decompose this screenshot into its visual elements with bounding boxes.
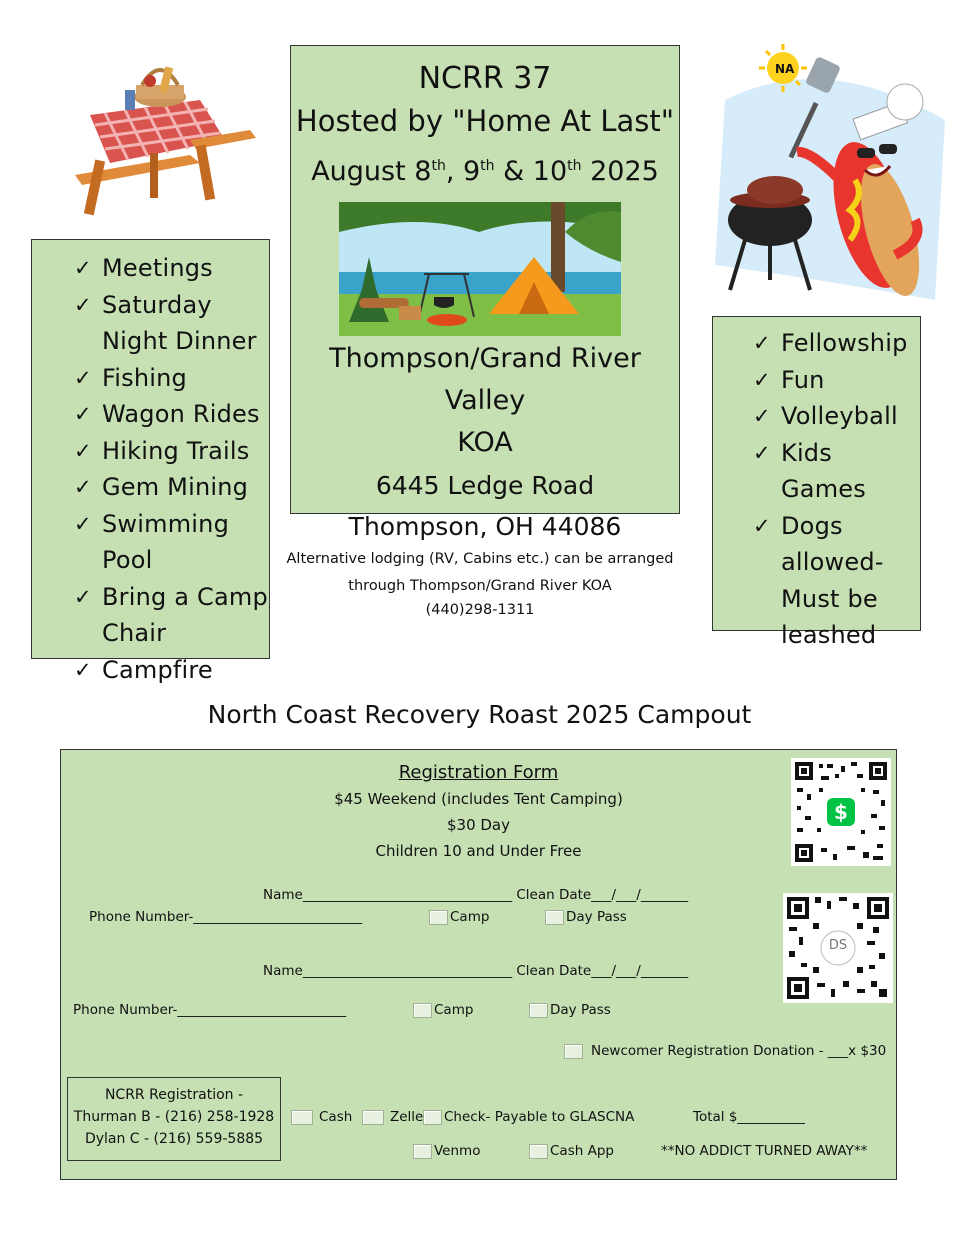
venmo-checkbox[interactable]	[413, 1144, 432, 1159]
checkmark-icon: ✓	[753, 513, 771, 538]
activity-right-item	[753, 398, 920, 435]
contact-thurman: Thurman B - (216) 258-1928	[73, 1109, 275, 1125]
name-line-1[interactable]: Name_______________________________ Clean Date___/___/_______	[263, 887, 689, 903]
payment-venmo[interactable]: Venmo	[413, 1143, 480, 1159]
activity-left-label: Campfire	[102, 655, 213, 684]
activity-right-label: Kids Games	[781, 438, 866, 503]
payment-check[interactable]: Check- Payable to GLASCNA	[423, 1109, 634, 1125]
venue-address1: 6445 Ledge Road	[375, 471, 595, 500]
payment-cashapp[interactable]: Cash App	[529, 1143, 614, 1159]
phone-line-1[interactable]: Phone Number-_________________________	[89, 909, 363, 925]
hotdog-grill-illustration	[705, 40, 955, 315]
activity-right-item	[753, 508, 920, 654]
event-host: Hosted by "Home At Last"	[295, 104, 675, 138]
activity-left-label: Bring a Camp Chair	[102, 582, 268, 647]
checkmark-icon: ✓	[74, 292, 92, 317]
checkmark-icon: ✓	[74, 438, 92, 463]
checkmark-icon: ✓	[74, 657, 92, 682]
camp-option-1[interactable]: Camp	[429, 909, 489, 925]
venue-name-line2: KOA	[457, 427, 513, 458]
activity-left-item	[74, 287, 269, 360]
activity-left-item	[74, 579, 269, 652]
activity-right-label: Volleyball	[781, 402, 898, 430]
activity-left-item	[74, 652, 269, 689]
price-weekend: $45 Weekend (includes Tent Camping)	[334, 790, 623, 808]
checkmark-icon: ✓	[74, 256, 92, 280]
newcomer-donation[interactable]: Newcomer Registration Donation - ___x $30	[564, 1043, 886, 1059]
activity-left-label: Wagon Rides	[102, 400, 260, 428]
checkmark-icon: ✓	[753, 440, 771, 465]
activity-left-item	[74, 433, 269, 470]
check-checkbox[interactable]	[423, 1110, 442, 1125]
form-title: Registration Form	[398, 762, 559, 783]
daypass-option-1[interactable]: Day Pass	[545, 909, 627, 925]
activity-left-item	[74, 396, 269, 433]
contact-title: NCRR Registration -	[104, 1087, 244, 1103]
cashapp-qr-code[interactable]	[791, 758, 891, 866]
daypass-checkbox-2[interactable]	[529, 1003, 548, 1018]
picnic-table-illustration	[50, 45, 260, 225]
registration-contact-box	[67, 1077, 281, 1161]
cashapp-checkbox[interactable]	[529, 1144, 548, 1159]
event-header-panel	[290, 45, 680, 541]
activity-left-item	[74, 250, 269, 287]
activities-panel-right	[712, 316, 921, 649]
activity-right-label: Dogs allowed- Must be leashed	[781, 511, 884, 649]
activity-left-label: Meetings	[102, 254, 213, 282]
activity-left-label: Saturday Night Dinner	[102, 290, 257, 355]
daypass-checkbox-1[interactable]	[545, 910, 564, 925]
contact-dylan: Dylan C - (216) 559-5885	[84, 1131, 264, 1147]
checkmark-icon: ✓	[74, 365, 92, 390]
camp-checkbox-2[interactable]	[413, 1003, 432, 1018]
event-code: NCRR 37	[418, 61, 552, 96]
camp-option-2[interactable]: Camp	[413, 1002, 473, 1018]
zelle-checkbox[interactable]	[362, 1110, 384, 1125]
activities-panel-left	[31, 239, 270, 684]
checkmark-icon: ✓	[753, 404, 771, 428]
daypass-option-2[interactable]: Day Pass	[529, 1002, 611, 1018]
venue-name-line1: Thompson/Grand River Valley	[329, 343, 641, 416]
activity-right-item	[753, 325, 920, 362]
no-addict-turned-away: **NO ADDICT TURNED AWAY**	[661, 1143, 868, 1159]
activity-left-label: Fishing	[102, 363, 187, 392]
phone-line-2[interactable]: Phone Number-_________________________	[73, 1002, 347, 1018]
activity-left-item	[74, 360, 269, 397]
activity-right-item	[753, 435, 920, 508]
svg-text:NA: NA	[775, 62, 795, 76]
registration-form-panel	[60, 749, 897, 1180]
checkmark-icon: ✓	[753, 367, 771, 392]
lodging-note: Alternative lodging (RV, Cabins etc.) can be arranged through Thompson/Grand River KOA (440)298-1311	[286, 551, 674, 618]
activity-left-label: Swimming Pool	[102, 509, 230, 574]
camp-checkbox-1[interactable]	[429, 910, 448, 925]
event-dates: August 8th, 9th & 10th 2025	[311, 156, 659, 187]
payment-zelle[interactable]: Zelle	[362, 1109, 423, 1125]
price-day: $30 Day	[446, 816, 511, 834]
activities-list-left	[74, 250, 269, 688]
activity-left-item	[74, 506, 269, 579]
activity-right-label: Fun	[781, 365, 825, 394]
checkmark-icon: ✓	[74, 475, 92, 499]
cash-checkbox[interactable]	[291, 1110, 313, 1125]
campsite-illustration	[339, 202, 621, 336]
checkmark-icon: ✓	[753, 331, 771, 355]
cashapp-logo: $	[834, 800, 848, 824]
activity-left-label: Gem Mining	[102, 473, 249, 501]
venmo-qr-code[interactable]	[783, 893, 893, 1003]
checkmark-icon: ✓	[74, 402, 92, 426]
activity-left-label: Hiking Trails	[102, 436, 250, 465]
checkmark-icon: ✓	[74, 511, 92, 536]
activities-list-right	[753, 325, 920, 654]
payment-cash[interactable]: Cash	[291, 1109, 352, 1125]
activity-right-item	[753, 362, 920, 399]
checkmark-icon: ✓	[74, 584, 92, 609]
venmo-logo: DS	[828, 938, 848, 953]
name-line-2[interactable]: Name_______________________________ Clean Date___/___/_______	[263, 963, 689, 979]
activity-left-item	[74, 469, 269, 506]
activity-right-label: Fellowship	[781, 329, 908, 357]
total-amount[interactable]: Total $__________	[693, 1109, 805, 1125]
price-children: Children 10 and Under Free	[375, 842, 582, 860]
venue-address2: Thompson, OH 44086	[348, 512, 622, 541]
newcomer-checkbox[interactable]	[564, 1044, 583, 1059]
event-title: North Coast Recovery Roast 2025 Campout	[207, 700, 752, 729]
